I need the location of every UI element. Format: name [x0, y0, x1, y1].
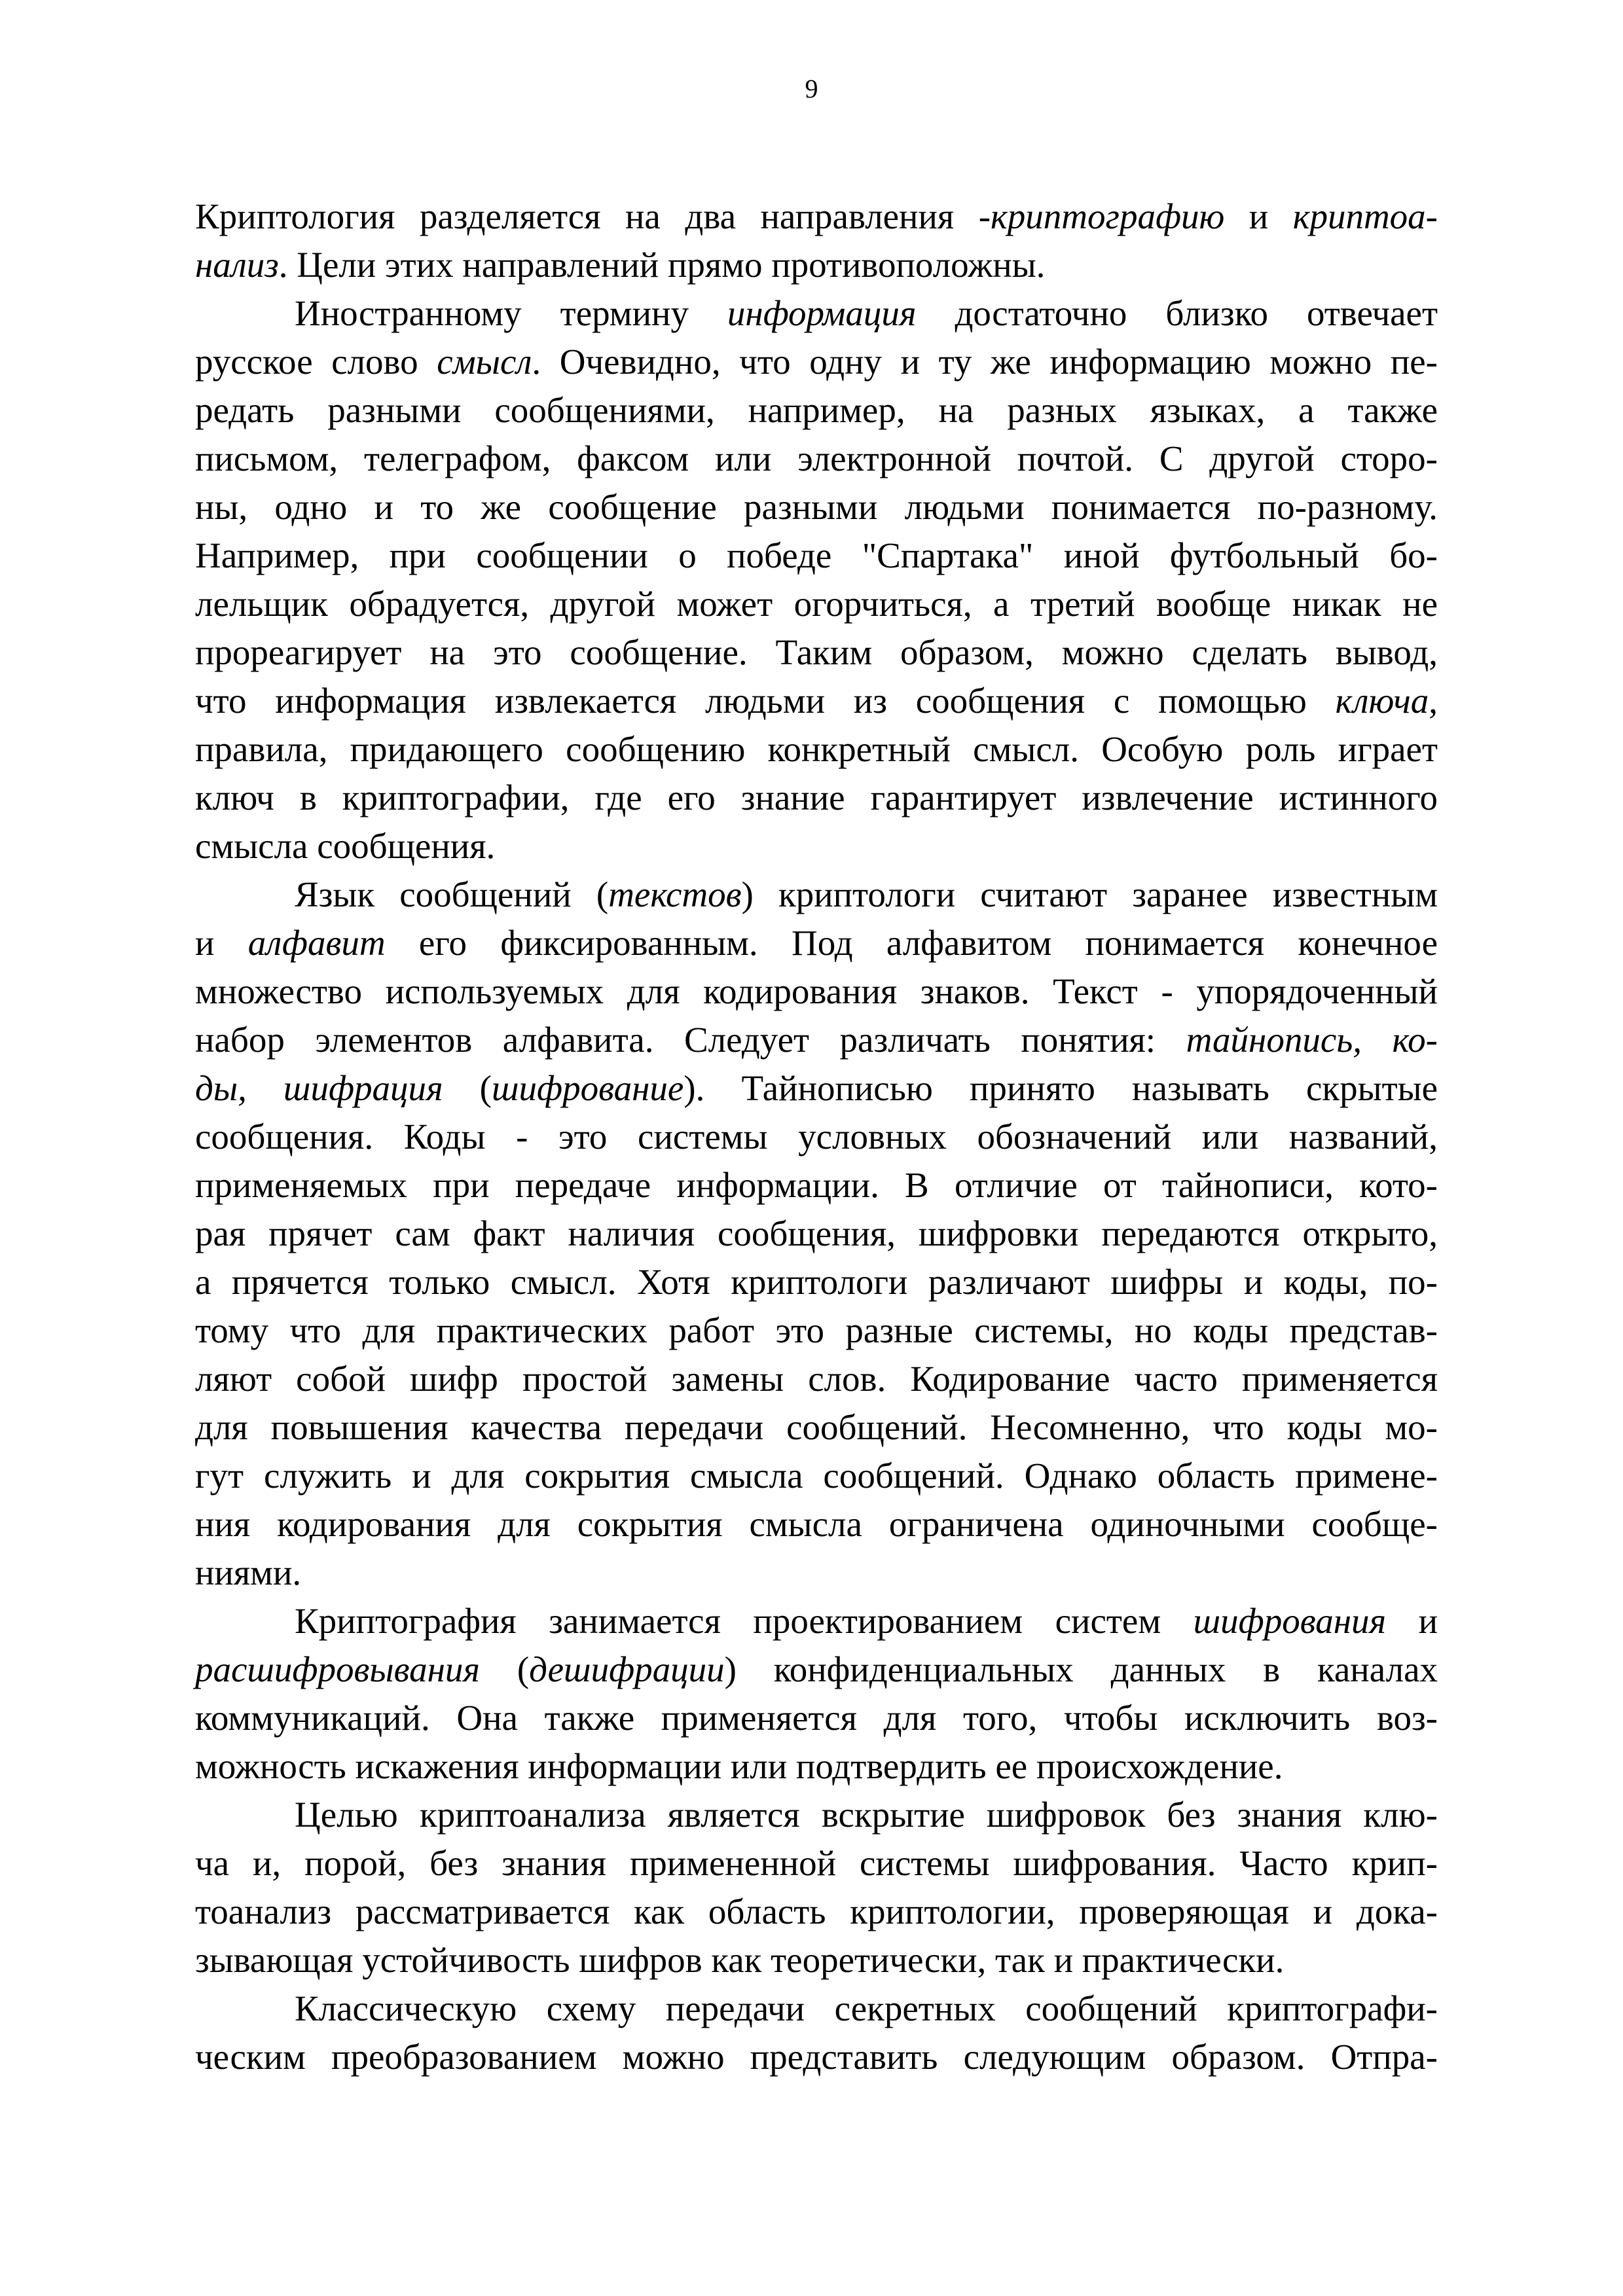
text-run: и [1224, 196, 1293, 236]
italic-term: шифрование [492, 1068, 684, 1108]
text-line [195, 1888, 1438, 1936]
text-line [195, 1355, 1438, 1403]
text-line [195, 1742, 1438, 1791]
text-run: ) конфиденциальных данных в каналах [724, 1649, 1438, 1689]
text-run: ны, одно и то же сообщение разными людьми понимается по-разному. [195, 487, 1438, 527]
text-line [195, 1161, 1438, 1210]
text-line [195, 531, 1438, 580]
text-line [195, 1210, 1438, 1258]
page-number: 9 [805, 74, 818, 103]
text-line [195, 289, 1438, 338]
text-run: Криптография занимается проектированием систем [295, 1601, 1194, 1641]
text-line [195, 1984, 1438, 2033]
text-run: Криптология разделяется на два направления - [195, 196, 991, 236]
text-run: правила, придающего сообщению конкретный смысл. Особую роль играет [195, 729, 1438, 769]
text-run: зывающая устойчивость шифров как теоретически, так и практически. [195, 1940, 1285, 1980]
italic-term: расшифровывания [195, 1649, 480, 1689]
text-line [195, 1694, 1438, 1742]
text-run: тоанализ рассматривается как область криптологии, проверяющая и дока- [195, 1892, 1438, 1931]
text-run: письмом, телеграфом, факсом или электронной почтой. С другой сторо- [195, 439, 1438, 478]
text-run: лельщик обрадуется, другой может огорчиться, а третий вообще никак не [195, 584, 1438, 624]
text-run: русское слово [195, 342, 437, 382]
text-run: тому что для практических работ это разные системы, но коды представ- [195, 1310, 1438, 1350]
text-run: прореагирует на это сообщение. Таким образом, можно сделать вывод, [195, 632, 1438, 672]
text-run: достаточно близко отвечает [916, 293, 1438, 333]
text-line [195, 435, 1438, 483]
text-line [195, 580, 1438, 628]
text-run: ляют собой шифр простой замены слов. Кодирование часто применяется [195, 1359, 1438, 1399]
italic-term: шифрования [1193, 1601, 1387, 1641]
text-line [195, 1936, 1438, 1984]
text-run: набор элементов алфавита. Следует различать понятия: [195, 1020, 1186, 1060]
text-line [195, 1549, 1438, 1597]
text-run: его фиксированным. Под алфавитом понимается конечное [385, 923, 1438, 963]
text-run: сообщения. Коды - это системы условных обозначений или названий, [195, 1117, 1438, 1157]
text-line [195, 1306, 1438, 1355]
text-line [195, 1839, 1438, 1888]
text-run: можность искажения информации или подтвердить ее происхождение. [195, 1746, 1283, 1786]
italic-term: смысл [437, 342, 532, 382]
text-run: ниями. [195, 1552, 302, 1592]
text-line [195, 1258, 1438, 1306]
text-run: ). Тайнописью принято называть скрытые [684, 1068, 1438, 1108]
italic-term: дешифрации [529, 1649, 725, 1689]
text-line [195, 1500, 1438, 1549]
italic-term: информация [727, 293, 917, 333]
text-line [195, 241, 1438, 289]
text-run: что информация извлекается людьми из сообщения с помощью [195, 681, 1336, 721]
text-line [195, 1113, 1438, 1161]
italic-term: алфавит [247, 923, 386, 963]
text-run: коммуникаций. Она также применяется для того, чтобы исключить воз- [195, 1698, 1438, 1738]
text-line [195, 1064, 1438, 1113]
text-run: ча и, порой, без знания примененной системы шифрования. Часто крип- [195, 1843, 1438, 1883]
text-line [195, 386, 1438, 435]
text-run: Например, при сообщении о победе "Спартака" иной футбольный бо- [195, 535, 1438, 575]
text-run: редать разными сообщениями, например, на разных языках, а также [195, 390, 1438, 430]
text-run: ( [479, 1649, 530, 1689]
text-run: применяемых при передаче информации. В отличие от тайнописи, кото- [195, 1165, 1438, 1205]
text-run: ( [443, 1068, 492, 1108]
text-run: рая прячет сам факт наличия сообщения, шифровки передаются открыто, [195, 1213, 1438, 1253]
text-run: а прячется только смысл. Хотя криптологи различают шифры и коды, по- [195, 1262, 1438, 1302]
text-line [195, 1016, 1438, 1064]
italic-term: тайнопись, ко- [1186, 1020, 1438, 1060]
text-line [195, 870, 1438, 919]
text-line [195, 967, 1438, 1016]
text-run: Язык сообщений ( [295, 874, 609, 914]
text-line [195, 677, 1438, 725]
text-line [195, 1791, 1438, 1839]
text-line [195, 1452, 1438, 1500]
text-run: . Цели этих направлений прямо противоположны. [278, 245, 1046, 285]
text-line [195, 1645, 1438, 1694]
text-line [195, 192, 1438, 241]
text-run: смысла сообщения. [195, 826, 496, 866]
text-run: ) криптологи считают заранее известным [741, 874, 1438, 914]
text-run: . Очевидно, что одну и ту же информацию можно пе- [532, 342, 1438, 382]
text-line [195, 1403, 1438, 1452]
italic-term: криптоа- [1292, 196, 1438, 236]
text-line [195, 725, 1438, 774]
italic-term: текстов [608, 874, 742, 914]
text-run: и [1386, 1601, 1438, 1641]
text-line [195, 338, 1438, 386]
italic-term: нализ [195, 245, 279, 285]
text-run: Целью криптоанализа является вскрытие шифровок без знания клю- [295, 1795, 1438, 1835]
text-run: Иностранному термину [295, 293, 727, 333]
text-run: ключ в криптографии, где его знание гарантирует извлечение истинного [195, 778, 1438, 817]
text-run: и [195, 923, 248, 963]
text-line [195, 628, 1438, 677]
text-run: ческим преобразованием можно представить следующим образом. Отпра- [195, 2037, 1438, 2077]
text-run: гут служить и для сокрытия смысла сообщений. Однако область примене- [195, 1456, 1438, 1496]
text-run: , [1429, 681, 1438, 721]
text-line [195, 483, 1438, 531]
text-line [195, 919, 1438, 967]
text-line [195, 822, 1438, 870]
text-line [195, 1597, 1438, 1645]
text-run: ния кодирования для сокрытия смысла ограничена одиночными сообще- [195, 1504, 1438, 1544]
text-run: для повышения качества передачи сообщений. Несомненно, что коды мо- [195, 1407, 1438, 1447]
text-body [195, 192, 1438, 2081]
italic-term: ключа [1335, 681, 1429, 721]
text-run: Классическую схему передачи секретных сообщений криптографи- [295, 1988, 1438, 2028]
italic-term: ды, шифрация [195, 1068, 443, 1108]
text-run: множество используемых для кодирования знаков. Текст - упорядоченный [195, 971, 1438, 1011]
text-line [195, 2033, 1438, 2081]
text-line [195, 774, 1438, 822]
italic-term: криптографию [991, 196, 1225, 236]
